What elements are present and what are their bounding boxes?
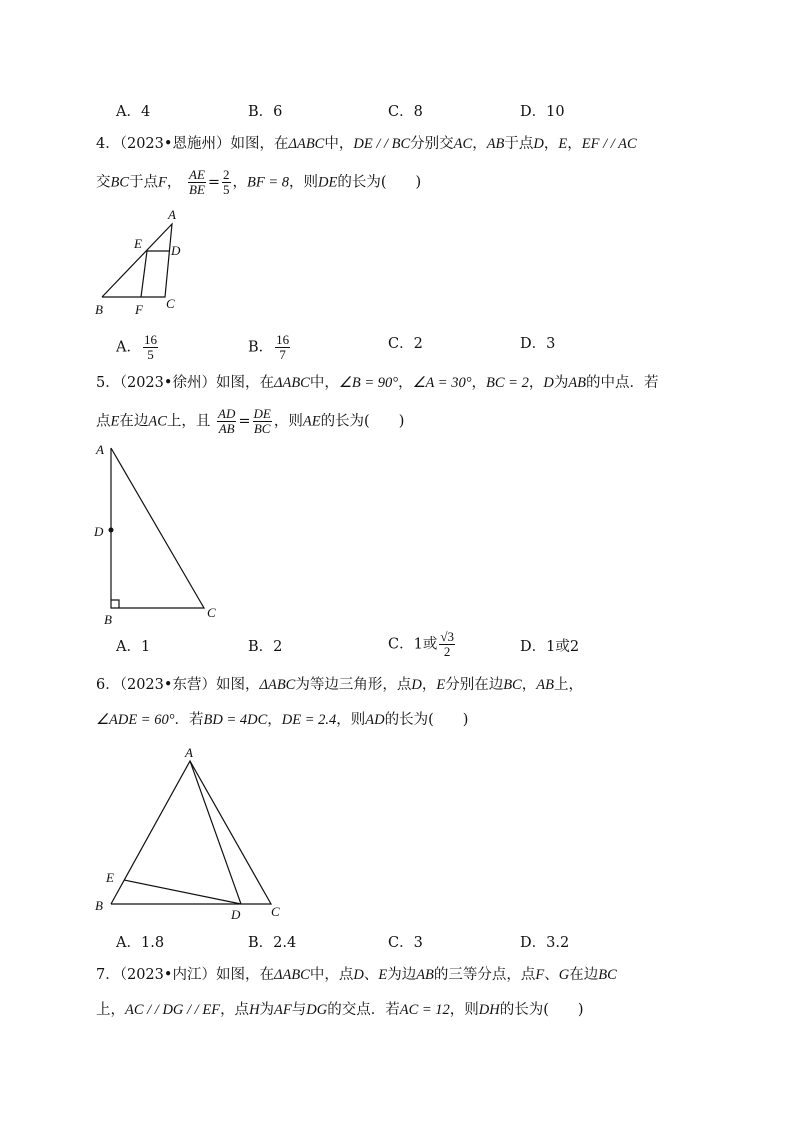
q4-ratio-fraction: $\frac{AE}{BE}$ (189, 167, 205, 197)
q4-line-1: 4．（2023•恩施州）如图，在ΔABC中，DE / / BC分别交AC，AB于点D，E，EF / / AC (96, 136, 637, 152)
q4-triangle-abc (102, 224, 172, 297)
q4-option-c: C．2 (388, 336, 423, 352)
q7-line-1: 7．（2023•内江）如图，在ΔABC中，点D、E为边AB的三等分点，点F、G在边BC (96, 967, 617, 983)
q5-fraction-ad-ab: $\frac{AD}{AB}$ (218, 406, 236, 436)
q5-line-1: 5．（2023•徐州）如图，在ΔABC中，∠B = 90°，∠A = 30°，BC = 2，D为AB的中点．若 (96, 375, 659, 391)
q6-option-b: B．2.4 (248, 935, 297, 951)
q5-right-angle-mark (111, 600, 119, 608)
q6-segment-ad (190, 761, 241, 904)
q4-label-f: F (135, 302, 143, 317)
q3-option-b: B．6 (248, 104, 283, 120)
q5-option-c: C．1或 $\frac{√3}{2}$ (388, 629, 454, 659)
q6-option-a: A．1.8 (116, 935, 165, 951)
q6-option-d: D．3.2 (520, 935, 570, 951)
q3-option-d: D．10 (520, 104, 565, 120)
q3-option-c: C．8 (388, 104, 423, 120)
q4-option-b: B． $\frac{16}{7}$ (248, 332, 290, 362)
q4-label-a: A (168, 207, 176, 222)
q6-line-1: 6．（2023•东营）如图，ΔABC为等边三角形，点D，E分别在边BC，AB上， (96, 677, 583, 693)
q4-value-fraction: $\frac{2}{5}$ (223, 167, 230, 197)
q7-line-2: 上，AC / / DG / / EF，点H为AF与DG的交点．若AC = 12，则DH的长为( ) (96, 1002, 584, 1018)
q5-point-d (109, 528, 114, 533)
q4-label-b: B (95, 302, 103, 317)
q6-option-c: C．3 (388, 935, 423, 951)
q6-label-b: B (95, 898, 103, 913)
q5-option-d: D．1或2 (520, 639, 580, 655)
q4-option-d: D．3 (520, 336, 556, 352)
q6-line-2: ∠ADE = 60°．若BD = 4DC，DE = 2.4，则AD的长为( ) (96, 712, 469, 728)
q6-figure (90, 742, 290, 924)
q3-option-a: A．4 (116, 104, 151, 120)
q4-segment-ef (141, 251, 147, 297)
q4-figure (90, 204, 200, 322)
q5-figure (90, 440, 230, 630)
q6-label-c: C (271, 904, 280, 919)
q4-label-e: E (134, 236, 142, 251)
q5-label-b: B (104, 612, 112, 627)
q5-label-d: D (94, 524, 104, 539)
q4-option-a: A． $\frac{16}{5}$ (116, 332, 157, 362)
q5-label-c: C (207, 605, 216, 620)
q5-line-2: 点E在边AC上，且 $\frac{AD}{AB}$ = $\frac{DE}{BC}$ ，则AE的长为( ) (96, 406, 405, 436)
q6-label-e: E (106, 870, 114, 885)
q5-option-a: A．1 (116, 639, 151, 655)
q4-label-d: D (171, 243, 181, 258)
q6-label-a: A (185, 745, 193, 760)
q6-label-d: D (231, 907, 241, 922)
q5-option-b: B．2 (248, 639, 283, 655)
q6-segment-de (124, 880, 241, 904)
q4-label-c: C (166, 296, 175, 311)
q5-label-a: A (96, 442, 104, 457)
q5-triangle-abc (111, 448, 204, 608)
q5-fraction-de-bc: $\frac{DE}{BC}$ (253, 406, 271, 436)
q4-line-2: 交BC于点F， $\frac{AE}{BE}$ = $\frac{2}{5}$ ，BF = 8，则DE的长为( ) (96, 167, 422, 197)
